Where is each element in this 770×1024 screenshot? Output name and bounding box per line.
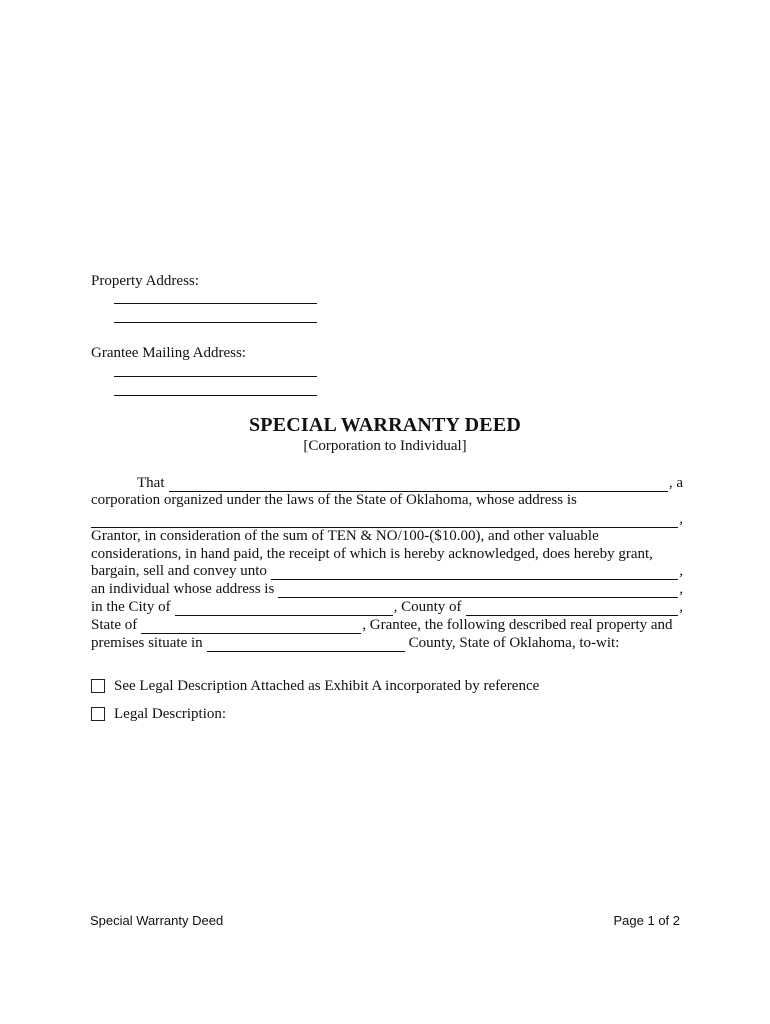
county-field[interactable] [466,602,679,616]
line8-mid: , County of [393,599,462,615]
body-line-1 [91,474,683,492]
body-line-6 [91,562,683,580]
line9-suffix: , Grantee, the following described real property and [362,617,673,633]
exhibit-a-checkbox[interactable] [91,679,105,693]
property-address-line-2[interactable] [114,322,317,323]
body-line-10 [91,634,683,652]
grantor-address-field[interactable] [91,514,678,528]
line8-suffix: , [679,599,683,615]
footer-document-name: Special Warranty Deed [90,913,224,928]
premises-county-field[interactable] [207,638,405,652]
grantee-mailing-address-label: Grantee Mailing Address: [91,345,246,361]
legal-description-option[interactable] [91,705,226,723]
grantor-name-field[interactable] [169,478,668,492]
body-line-9 [91,616,683,634]
property-address-line-1[interactable] [114,303,317,304]
line8-prefix: in the City of [91,599,171,615]
exhibit-a-label: See Legal Description Attached as Exhibit A incorporated by reference [114,677,540,694]
line1-suffix: , a [668,475,683,491]
line7-suffix: , [679,581,683,597]
line3-suffix: , [679,511,683,527]
line6-prefix: bargain, sell and convey unto [91,563,267,579]
body-line-5 [91,545,683,563]
grantee-address-line-1[interactable] [114,376,317,377]
legal-description-checkbox[interactable] [91,707,105,721]
grantee-address-field[interactable] [278,584,678,598]
deed-title: SPECIAL WARRANTY DEED [248,414,522,436]
body-line-4 [91,527,683,545]
footer-page-number: Page 1 of 2 [613,913,680,928]
grantee-address-line-2[interactable] [114,395,317,396]
state-field[interactable] [141,620,361,634]
line7-prefix: an individual whose address is [91,581,275,597]
body-line-3 [91,510,683,528]
line2-text: corporation organized under the laws of the State of Oklahoma, whose address is [91,492,577,508]
line5-text: considerations, in hand paid, the receipt of which is hereby acknowledged, does hereby grant, [91,546,653,562]
line6-suffix: , [679,563,683,579]
body-line-8 [91,598,683,616]
legal-description-label: Legal Description: [114,705,227,722]
body-line-2 [91,491,683,509]
line10-prefix: premises situate in [91,635,203,651]
line4-text: Grantor, in consideration of the sum of TEN & NO/100-($10.00), and other valuable [91,528,599,544]
body-line-7 [91,580,683,598]
grantee-name-field[interactable] [271,566,678,580]
line1-prefix: That [137,475,165,491]
exhibit-a-option[interactable] [91,677,539,695]
line10-suffix: County, State of Oklahoma, to-wit: [408,635,620,651]
deed-subtitle: [Corporation to Individual] [303,438,467,454]
property-address-label: Property Address: [91,273,199,289]
city-field[interactable] [175,602,393,616]
line9-prefix: State of [91,617,138,633]
